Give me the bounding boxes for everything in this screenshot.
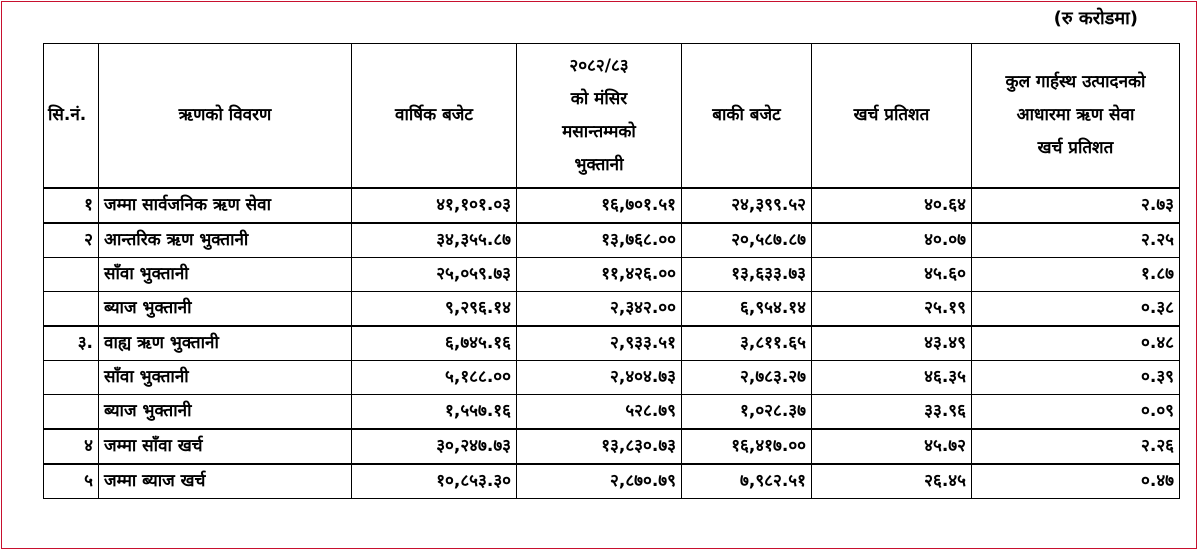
header-gdp-line2: आधारमा ऋण सेवा [1016,105,1135,125]
table-row [44,188,1180,223]
cell-annual-budget: ३४,३५५.८७ [352,223,517,258]
debt-service-table [43,43,1180,499]
table-row [44,223,1180,258]
cell-paid: ११,४२६.०० [517,258,682,292]
cell-remaining: १,०२८.३७ [682,395,812,430]
cell-description: साँवा भुक्तानी [99,361,352,395]
cell-annual-budget: ९,२९६.१४ [352,292,517,327]
cell-remaining: १३,६३३.७३ [682,258,812,292]
cell-description: जम्मा सार्वजनिक ऋण सेवा [99,188,352,223]
cell-gdp-percent: ०.४८ [972,326,1180,361]
header-expense-percent: खर्च प्रतिशत [812,44,972,189]
header-gdp-line1: कुल गार्हस्थ उत्पादनको [1005,72,1146,92]
cell-description: वाह्य ऋण भुक्तानी [99,326,352,361]
cell-description: आन्तरिक ऋण भुक्तानी [99,223,352,258]
cell-paid: २,९३३.५१ [517,326,682,361]
cell-remaining: ३,८११.६५ [682,326,812,361]
cell-sn: ४ [44,429,99,464]
cell-percent: ४६.३५ [812,361,972,395]
cell-annual-budget: २५,०५९.७३ [352,258,517,292]
cell-annual-budget: ३०,२४७.७३ [352,429,517,464]
header-paid-line1: २०८२/८३ [569,55,629,76]
cell-sn: १ [44,188,99,223]
cell-remaining: १६,४१७.०० [682,429,812,464]
cell-remaining: ६,९५४.१४ [682,292,812,327]
cell-paid: २,३४२.०० [517,292,682,327]
cell-remaining: २,७८३.२७ [682,361,812,395]
table-row [44,429,1180,464]
cell-description: जम्मा ब्याज खर्च [99,464,352,499]
cell-annual-budget: ४१,१०१.०३ [352,188,517,223]
header-paid-line4: भुक्तानी [574,154,624,175]
cell-percent: ४५.६० [812,258,972,292]
cell-annual-budget: ६,७४५.१६ [352,326,517,361]
cell-percent: ४५.७२ [812,429,972,464]
table-row [44,326,1180,361]
header-gdp-line3: खर्च प्रतिशत [1037,138,1114,158]
cell-percent: ४३.४९ [812,326,972,361]
cell-description: जम्मा साँवा खर्च [99,429,352,464]
cell-sn [44,361,99,395]
table-row [44,361,1180,395]
cell-sn [44,258,99,292]
cell-percent: ४०.०७ [812,223,972,258]
cell-gdp-percent: ०.४७ [972,464,1180,499]
cell-percent: ४०.६४ [812,188,972,223]
header-row [44,44,1180,189]
cell-percent: २५.१९ [812,292,972,327]
cell-paid: २,४०४.७३ [517,361,682,395]
header-remaining-budget: बाकी बजेट [682,44,812,189]
table-row [44,258,1180,292]
cell-gdp-percent: १.८७ [972,258,1180,292]
header-paid-line3: मसान्तम्मको [562,121,636,142]
cell-paid: १३,७६८.०० [517,223,682,258]
cell-percent: ३३.९६ [812,395,972,430]
cell-paid: ५२८.७९ [517,395,682,430]
cell-description: ब्याज भुक्तानी [99,395,352,430]
cell-description: साँवा भुक्तानी [99,258,352,292]
cell-gdp-percent: २.२५ [972,223,1180,258]
cell-remaining: २०,५८७.८७ [682,223,812,258]
cell-gdp-percent: ०.३९ [972,361,1180,395]
table-row [44,395,1180,430]
header-paid [517,44,682,189]
cell-paid: १६,७०१.५१ [517,188,682,223]
cell-remaining: २४,३९९.५२ [682,188,812,223]
header-annual-budget: वार्षिक बजेट [352,44,517,189]
cell-paid: १३,८३०.७३ [517,429,682,464]
header-gdp-percent [972,44,1180,189]
header-sn: सि.नं. [44,44,99,189]
cell-sn [44,395,99,430]
cell-description: ब्याज भुक्तानी [99,292,352,327]
cell-gdp-percent: ०.०९ [972,395,1180,430]
header-description: ऋणको विवरण [99,44,352,189]
cell-gdp-percent: २.७३ [972,188,1180,223]
cell-sn: ५ [44,464,99,499]
cell-sn [44,292,99,327]
cell-sn: २ [44,223,99,258]
cell-annual-budget: ५,१८८.०० [352,361,517,395]
unit-note: (रु करोडमा) [1053,8,1138,29]
cell-percent: २६.४५ [812,464,972,499]
cell-sn: ३. [44,326,99,361]
header-paid-line2: को मंसिर [570,88,628,109]
cell-annual-budget: १,५५७.१६ [352,395,517,430]
cell-paid: २,८७०.७९ [517,464,682,499]
table-row [44,464,1180,499]
cell-gdp-percent: २.२६ [972,429,1180,464]
cell-annual-budget: १०,८५३.३० [352,464,517,499]
cell-remaining: ७,९८२.५१ [682,464,812,499]
table-row [44,292,1180,327]
cell-gdp-percent: ०.३८ [972,292,1180,327]
